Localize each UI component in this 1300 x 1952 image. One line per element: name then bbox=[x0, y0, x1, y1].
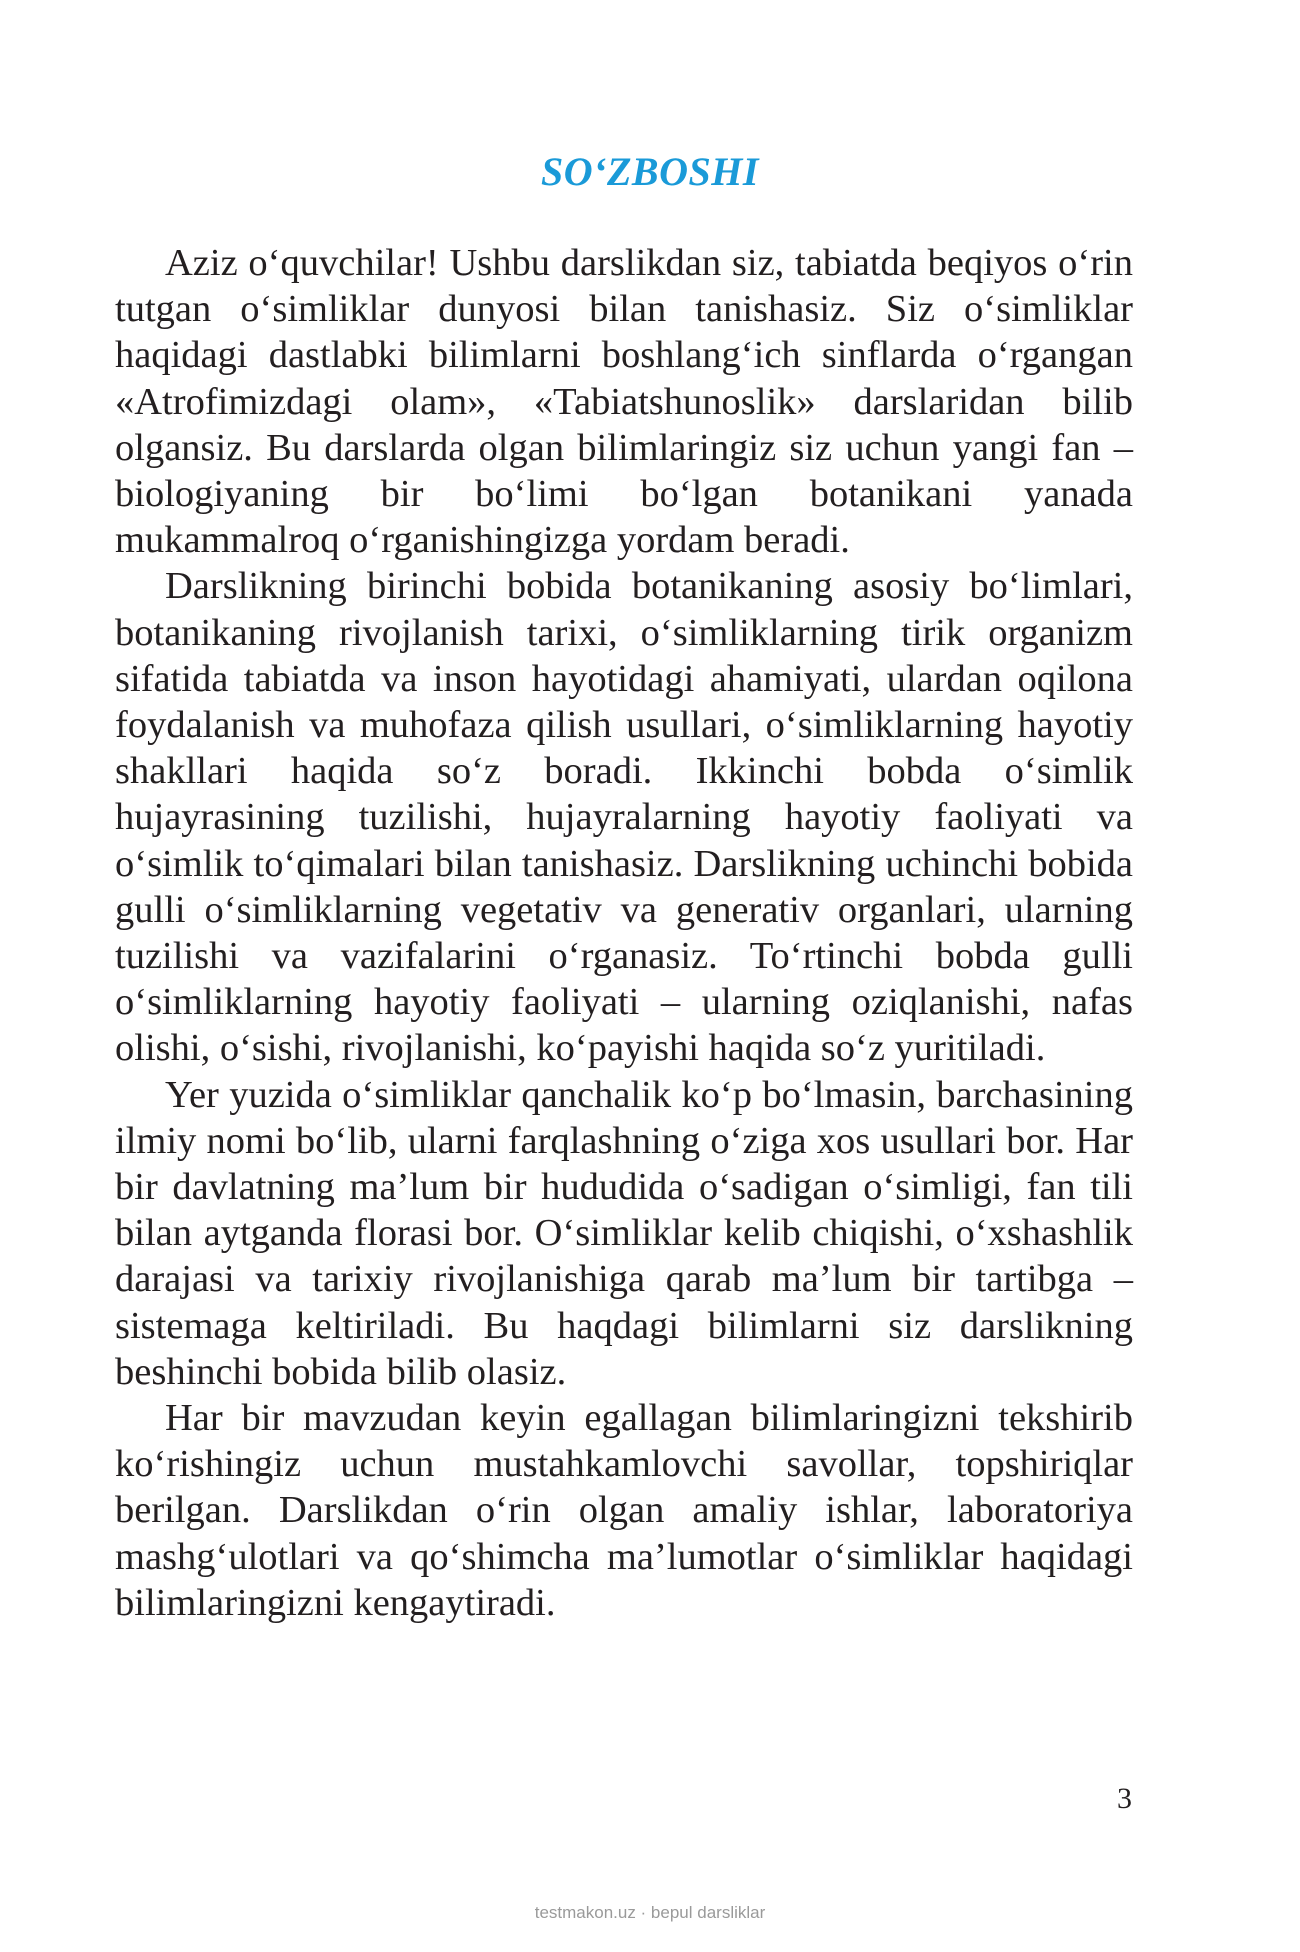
watermark: testmakon.uz · bepul darsliklar bbox=[534, 1903, 766, 1922]
paragraph-2: Darslikning birinchi bobida botanikaning asosiy bo‘limlari, botanikaning rivojlanish tarixi, o‘simliklarning tirik organizm sifatida tabiatda va inson hayotidagi ahamiyati, ulardan oqilona foydalanish va muhofaza qilish usullari, o‘simliklarning hayotiy shakllari haqida so‘z boradi. Ikkinchi bobda o‘simlik hujayrasining tuzilishi, hujayralarning hayotiy faoliyati va o‘simlik to‘qimalari bilan tanishasiz. Darslikning uchinchi bobida gulli o‘simliklarning vegetativ va generativ organlari, ularning tuzilishi va vazifalarini o‘rganasiz. To‘rtinchi bobda gulli o‘simliklarning hayotiy faoliyati – ularning oziqlanishi, nafas olishi, o‘sishi, rivojlanishi, ko‘payishi haqida so‘z yuritiladi. bbox=[115, 565, 1133, 1070]
paragraph-4: Har bir mavzudan keyin egallagan bilimlaringizni tekshirib ko‘rishingiz uchun mustahkamlovchi savollar, topshiriqlar berilgan. Darslikdan o‘rin olgan amaliy ishlar, laboratoriya mashg‘ulotlari va qo‘shimcha ma’lumotlar o‘simliklar haqidagi bilimlaringizni kengaytiradi. bbox=[115, 1397, 1133, 1624]
paragraph-3: Yer yuzida o‘simliklar qanchalik ko‘p bo‘lmasin, barchasining ilmiy nomi bo‘lib, ularni farqlashning o‘ziga xos usullari bor. Har bir davlatning ma’lum bir hududida o‘sadigan o‘simligi, fan tili bilan aytganda florasi bor. O‘simliklar kelib chiqishi, o‘xshashlik darajasi va tarixiy rivojlanishiga qarab ma’lum bir tartibga – sistemaga keltiriladi. Bu haqdagi bilimlarni siz darslikning beshinchi bobida bilib olasiz. bbox=[115, 1073, 1133, 1393]
body-text bbox=[115, 240, 1133, 1626]
paragraph-1: Aziz o‘quvchilar! Ushbu darslikdan siz, tabiatda beqiyos o‘rin tutgan o‘simliklar dunyosi bilan tanishasiz. Siz o‘simliklar haqidagi dastlabki bilimlarni boshlang‘ich sinflarda o‘rgangan «Atrofimizdagi olam», «Tabiatshunoslik» darslaridan bilib olgansiz. Bu darslarda olgan bilimlaringiz siz uchun yangi fan – biologiyaning bir bo‘limi bo‘lgan botanikani yanada mukammalroq o‘rganishingizga yordam beradi. bbox=[115, 242, 1133, 562]
page-number: 3 bbox=[1117, 1782, 1132, 1815]
page-title: SO‘ZBOSHI bbox=[541, 149, 759, 194]
